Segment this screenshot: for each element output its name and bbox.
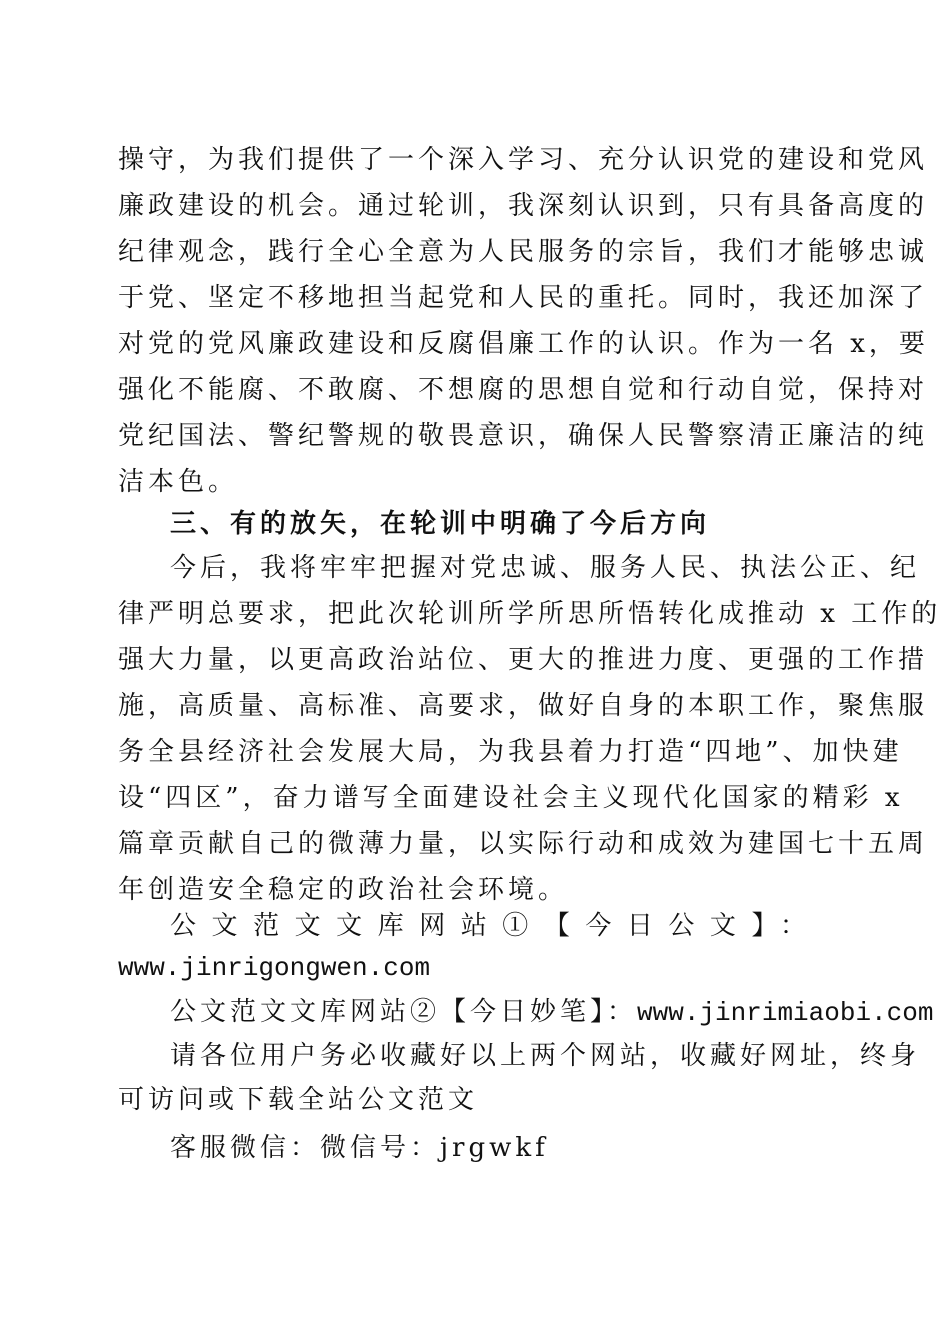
body-text-line: 洁本色。 xyxy=(118,467,239,497)
body-text-line: 强化不能腐、不敢腐、不想腐的思想自觉和行动自觉，保持对 xyxy=(118,375,929,405)
body-text-line: 施，高质量、高标准、高要求，做好自身的本职工作，聚焦服 xyxy=(118,691,929,721)
body-text-line: 务全县经济社会发展大局，为我县着力打造“四地”、加快建 xyxy=(118,737,903,767)
body-text-line: 纪律观念，践行全心全意为人民服务的宗旨，我们才能够忠诚 xyxy=(118,237,929,267)
body-text-line: 今后，我将牢牢把握对党忠诚、服务人民、执法公正、纪 xyxy=(170,553,921,583)
notice-line: 请各位用户务必收藏好以上两个网站，收藏好网址，终身 xyxy=(170,1041,921,1071)
body-text-line: 于党、坚定不移地担当起党和人民的重托。同时，我还加深了 xyxy=(118,283,929,313)
site2-label: 公文范文文库网站②【今日妙笔】： xyxy=(170,997,638,1027)
body-text-line: 强大力量，以更高政治站位、更大的推进力度、更强的工作措 xyxy=(118,645,929,675)
site2-url[interactable]: www.jinrimiaobi.com xyxy=(637,998,934,1028)
body-text-line: 党纪国法、警纪警规的敬畏意识，确保人民警察清正廉洁的纯 xyxy=(118,421,929,451)
site1-url[interactable]: www.jinrigongwen.com xyxy=(118,953,431,983)
body-text-line: 设“四区”，奋力谱写全面建设社会主义现代化国家的精彩 x xyxy=(118,783,904,813)
site2-line xyxy=(170,994,934,1030)
section-heading: 三、有的放矢，在轮训中明确了今后方向 xyxy=(170,509,711,539)
body-text-line: 操守，为我们提供了一个深入学习、充分认识党的建设和党风 xyxy=(118,145,929,175)
body-text-line: 篇章贡献自己的微薄力量，以实际行动和成效为建国七十五周 xyxy=(118,829,929,859)
body-text-line: 律严明总要求，把此次轮训所学所思所悟转化成推动 x 工作的 xyxy=(118,599,942,629)
body-text-line: 廉政建设的机会。通过轮训，我深刻认识到，只有具备高度的 xyxy=(118,191,929,221)
site1-label: 公文范文文库网站①【今日公文】： xyxy=(170,911,820,941)
body-text-line: 对党的党风廉政建设和反腐倡廉工作的认识。作为一名 x，要 xyxy=(118,329,929,359)
wechat-contact: 客服微信：微信号：jrgwkf xyxy=(170,1133,549,1163)
body-text-line: 年创造安全稳定的政治社会环境。 xyxy=(118,875,569,905)
notice-line: 可访问或下载全站公文范文 xyxy=(118,1085,479,1115)
